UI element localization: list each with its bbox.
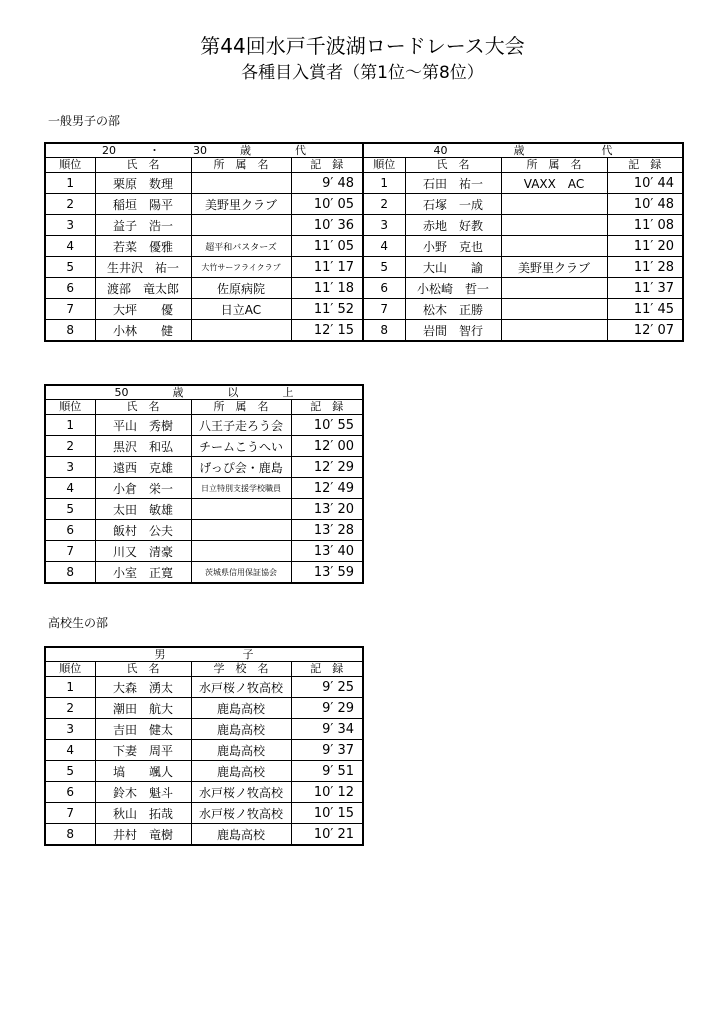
record-cell: 11′ 52 xyxy=(291,299,363,320)
affiliation-cell: 大竹サーフライクラブ xyxy=(191,257,291,278)
results-table-50-plus xyxy=(44,384,364,584)
category-50-plus: 50 歳 以 上 xyxy=(45,385,363,400)
school-cell: 鹿島高校 xyxy=(191,719,291,740)
affiliation-cell xyxy=(501,278,607,299)
affiliation-cell: 美野里クラブ xyxy=(191,194,291,215)
affiliation-cell: VAXX AC xyxy=(501,173,607,194)
rank-cell: 4 xyxy=(363,236,405,257)
rank-cell: 7 xyxy=(45,299,95,320)
record-cell: 13′ 28 xyxy=(291,520,363,541)
name-cell: 塙 颯人 xyxy=(95,761,191,782)
table-row xyxy=(45,457,363,478)
table-row xyxy=(45,562,363,584)
col-rank: 順位 xyxy=(45,662,95,677)
record-cell: 10′ 44 xyxy=(607,173,683,194)
affiliation-cell: チームこうへい xyxy=(191,436,291,457)
page-title: 第44回水戸千波湖ロードレース大会 xyxy=(200,34,525,58)
affiliation-cell xyxy=(501,320,607,342)
table-row xyxy=(45,719,363,740)
record-cell: 11′ 45 xyxy=(607,299,683,320)
results-table-high-school-boys xyxy=(44,646,364,846)
school-cell: 鹿島高校 xyxy=(191,740,291,761)
record-cell: 12′ 00 xyxy=(291,436,363,457)
table-row xyxy=(45,415,363,436)
record-cell: 11′ 08 xyxy=(607,215,683,236)
school-cell: 鹿島高校 xyxy=(191,824,291,846)
affiliation-cell xyxy=(501,215,607,236)
rank-cell: 6 xyxy=(363,278,405,299)
record-cell: 11′ 05 xyxy=(291,236,363,257)
affiliation-cell: 日立特別支援学校職員 xyxy=(191,478,291,499)
record-cell: 13′ 20 xyxy=(291,499,363,520)
rank-cell: 4 xyxy=(45,478,95,499)
record-cell: 9′ 51 xyxy=(291,761,363,782)
record-cell: 9′ 37 xyxy=(291,740,363,761)
record-cell: 10′ 21 xyxy=(291,824,363,846)
col-name: 氏 名 xyxy=(405,158,501,173)
name-cell: 赤地 好教 xyxy=(405,215,501,236)
name-cell: 大森 湧太 xyxy=(95,677,191,698)
rank-cell: 1 xyxy=(45,677,95,698)
section-general-men: 一般男子の部 xyxy=(48,114,121,128)
rank-cell: 5 xyxy=(45,761,95,782)
col-rank: 順位 xyxy=(363,158,405,173)
table-row xyxy=(45,478,363,499)
rank-cell: 5 xyxy=(45,257,95,278)
table-row xyxy=(45,299,683,320)
record-cell: 12′ 15 xyxy=(291,320,363,342)
col-name: 氏 名 xyxy=(95,662,191,677)
rank-cell: 7 xyxy=(45,541,95,562)
school-cell: 水戸桜ノ牧高校 xyxy=(191,677,291,698)
record-cell: 10′ 05 xyxy=(291,194,363,215)
page-subtitle: 各種目入賞者（第1位～第8位） xyxy=(241,63,484,83)
name-cell: 栗原 数理 xyxy=(95,173,191,194)
col-name: 氏 名 xyxy=(95,158,191,173)
name-cell: 石田 祐一 xyxy=(405,173,501,194)
record-cell: 10′ 55 xyxy=(291,415,363,436)
name-cell: 稲垣 陽平 xyxy=(95,194,191,215)
table-row xyxy=(45,761,363,782)
rank-cell: 7 xyxy=(45,803,95,824)
affiliation-cell xyxy=(501,236,607,257)
rank-cell: 4 xyxy=(45,236,95,257)
rank-cell: 3 xyxy=(363,215,405,236)
rank-cell: 6 xyxy=(45,278,95,299)
name-cell: 井村 竜樹 xyxy=(95,824,191,846)
affiliation-cell xyxy=(191,520,291,541)
col-record: 記 録 xyxy=(607,158,683,173)
rank-cell: 8 xyxy=(45,562,95,584)
col-rank: 順位 xyxy=(45,158,95,173)
record-cell: 10′ 36 xyxy=(291,215,363,236)
rank-cell: 3 xyxy=(45,719,95,740)
col-record: 記 録 xyxy=(291,400,363,415)
affiliation-cell: 日立AC xyxy=(191,299,291,320)
affiliation-cell xyxy=(191,541,291,562)
affiliation-cell: 佐原病院 xyxy=(191,278,291,299)
table-row xyxy=(45,824,363,846)
record-cell: 10′ 48 xyxy=(607,194,683,215)
school-cell: 水戸桜ノ牧高校 xyxy=(191,803,291,824)
name-cell: 黒沢 和弘 xyxy=(95,436,191,457)
category-20-30: 20 ・ 30 歳 代 xyxy=(45,143,363,158)
name-cell: 小林 健 xyxy=(95,320,191,342)
record-cell: 11′ 37 xyxy=(607,278,683,299)
rank-cell: 3 xyxy=(45,215,95,236)
table-row xyxy=(45,698,363,719)
table-row xyxy=(45,677,363,698)
results-table-20-30-40 xyxy=(44,142,684,342)
name-cell: 若菜 優雅 xyxy=(95,236,191,257)
affiliation-cell xyxy=(501,299,607,320)
record-cell: 11′ 20 xyxy=(607,236,683,257)
section-high-school: 高校生の部 xyxy=(48,616,109,630)
table-row xyxy=(45,173,683,194)
table-row xyxy=(45,740,363,761)
col-affiliation: 所 属 名 xyxy=(501,158,607,173)
school-cell: 水戸桜ノ牧高校 xyxy=(191,782,291,803)
rank-cell: 6 xyxy=(45,520,95,541)
name-cell: 生井沢 祐一 xyxy=(95,257,191,278)
col-rank: 順位 xyxy=(45,400,95,415)
name-cell: 飯村 公夫 xyxy=(95,520,191,541)
rank-cell: 2 xyxy=(45,698,95,719)
name-cell: 小倉 栄一 xyxy=(95,478,191,499)
table-row xyxy=(45,782,363,803)
affiliation-cell xyxy=(191,320,291,342)
table-row xyxy=(45,436,363,457)
record-cell: 12′ 49 xyxy=(291,478,363,499)
rank-cell: 8 xyxy=(45,824,95,846)
rank-cell: 1 xyxy=(45,415,95,436)
rank-cell: 5 xyxy=(45,499,95,520)
rank-cell: 7 xyxy=(363,299,405,320)
affiliation-cell: 超平和バスターズ xyxy=(191,236,291,257)
affiliation-cell xyxy=(191,215,291,236)
record-cell: 13′ 59 xyxy=(291,562,363,584)
name-cell: 岩間 智行 xyxy=(405,320,501,342)
name-cell: 小野 克也 xyxy=(405,236,501,257)
name-cell: 下妻 周平 xyxy=(95,740,191,761)
table-row xyxy=(45,278,683,299)
table-row xyxy=(45,215,683,236)
affiliation-cell: 八王子走ろう会 xyxy=(191,415,291,436)
record-cell: 12′ 29 xyxy=(291,457,363,478)
name-cell: 遠西 克雄 xyxy=(95,457,191,478)
affiliation-cell xyxy=(191,173,291,194)
col-record: 記 録 xyxy=(291,662,363,677)
name-cell: 吉田 健太 xyxy=(95,719,191,740)
record-cell: 9′ 29 xyxy=(291,698,363,719)
name-cell: 小松崎 哲一 xyxy=(405,278,501,299)
col-affiliation: 所 属 名 xyxy=(191,400,291,415)
table-row xyxy=(45,499,363,520)
table-row xyxy=(45,236,683,257)
table-row xyxy=(45,541,363,562)
col-affiliation: 所 属 名 xyxy=(191,158,291,173)
table-row xyxy=(45,194,683,215)
name-cell: 小室 正寛 xyxy=(95,562,191,584)
name-cell: 渡部 竜太郎 xyxy=(95,278,191,299)
rank-cell: 8 xyxy=(45,320,95,342)
record-cell: 12′ 07 xyxy=(607,320,683,342)
record-cell: 13′ 40 xyxy=(291,541,363,562)
school-cell: 鹿島高校 xyxy=(191,698,291,719)
school-cell: 鹿島高校 xyxy=(191,761,291,782)
rank-cell: 2 xyxy=(45,194,95,215)
record-cell: 11′ 28 xyxy=(607,257,683,278)
name-cell: 大坪 優 xyxy=(95,299,191,320)
record-cell: 9′ 34 xyxy=(291,719,363,740)
category-boys: 男 子 xyxy=(45,647,363,662)
name-cell: 益子 浩一 xyxy=(95,215,191,236)
name-cell: 大山 諭 xyxy=(405,257,501,278)
table-row xyxy=(45,320,683,342)
record-cell: 11′ 17 xyxy=(291,257,363,278)
category-40: 40 歳 代 xyxy=(363,143,683,158)
name-cell: 石塚 一成 xyxy=(405,194,501,215)
record-cell: 9′ 25 xyxy=(291,677,363,698)
col-record: 記 録 xyxy=(291,158,363,173)
name-cell: 鈴木 魁斗 xyxy=(95,782,191,803)
rank-cell: 8 xyxy=(363,320,405,342)
table-row xyxy=(45,803,363,824)
affiliation-cell: 茨城県信用保証協会 xyxy=(191,562,291,584)
record-cell: 11′ 18 xyxy=(291,278,363,299)
name-cell: 太田 敏雄 xyxy=(95,499,191,520)
rank-cell: 4 xyxy=(45,740,95,761)
record-cell: 10′ 15 xyxy=(291,803,363,824)
rank-cell: 2 xyxy=(45,436,95,457)
col-name: 氏 名 xyxy=(95,400,191,415)
record-cell: 9′ 48 xyxy=(291,173,363,194)
name-cell: 川又 清豪 xyxy=(95,541,191,562)
col-school: 学 校 名 xyxy=(191,662,291,677)
affiliation-cell: 美野里クラブ xyxy=(501,257,607,278)
name-cell: 秋山 拓哉 xyxy=(95,803,191,824)
rank-cell: 1 xyxy=(363,173,405,194)
rank-cell: 2 xyxy=(363,194,405,215)
table-row xyxy=(45,520,363,541)
rank-cell: 3 xyxy=(45,457,95,478)
affiliation-cell xyxy=(501,194,607,215)
name-cell: 松木 正勝 xyxy=(405,299,501,320)
name-cell: 平山 秀樹 xyxy=(95,415,191,436)
affiliation-cell: げっぴ会・鹿島 xyxy=(191,457,291,478)
rank-cell: 5 xyxy=(363,257,405,278)
name-cell: 潮田 航大 xyxy=(95,698,191,719)
record-cell: 10′ 12 xyxy=(291,782,363,803)
rank-cell: 6 xyxy=(45,782,95,803)
table-row xyxy=(45,257,683,278)
rank-cell: 1 xyxy=(45,173,95,194)
affiliation-cell xyxy=(191,499,291,520)
